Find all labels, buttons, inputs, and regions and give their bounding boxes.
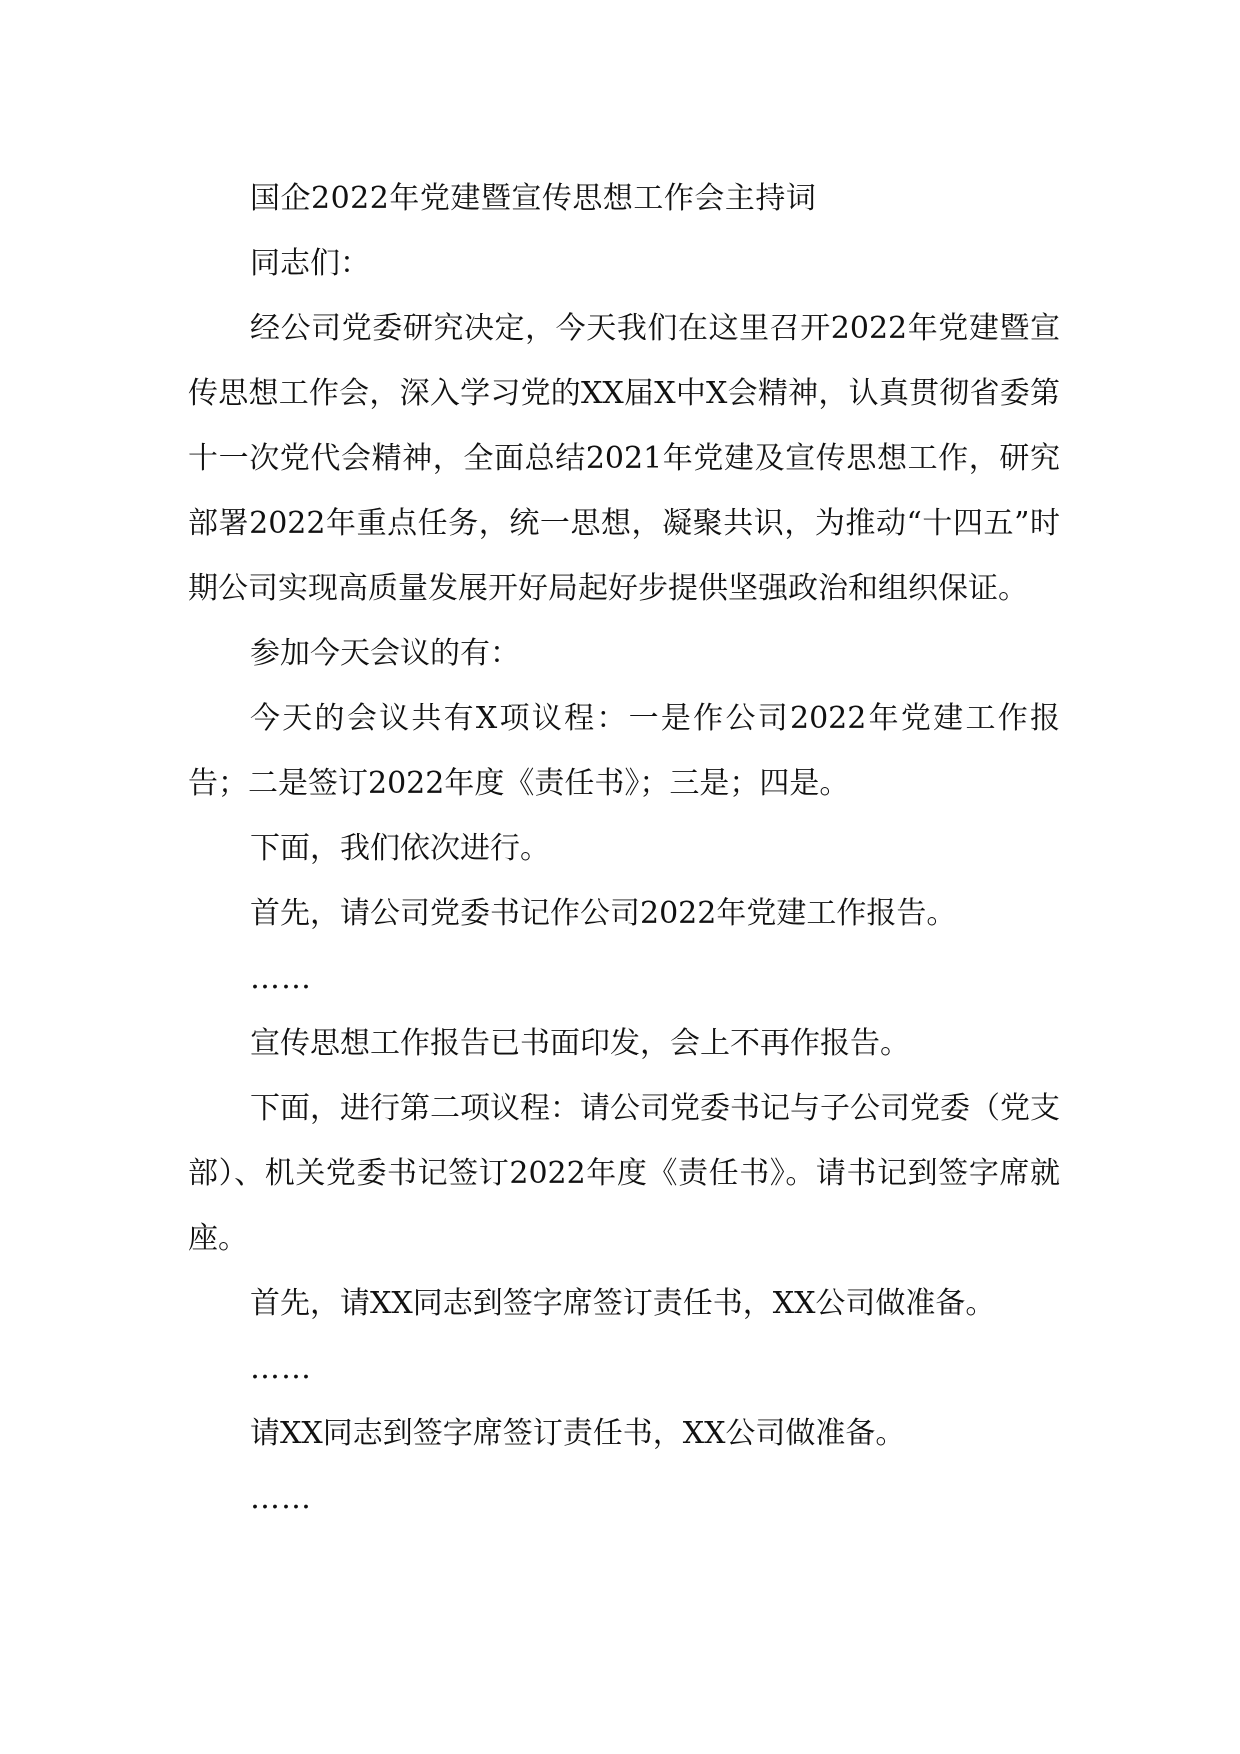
attendees-paragraph: 参加今天会议的有： (250, 636, 520, 671)
proceed-paragraph: 下面，我们依次进行。 (250, 831, 550, 866)
ellipsis-paragraph: …… (250, 1351, 312, 1386)
greeting-paragraph: 同志们： (250, 246, 370, 281)
document-title: 国企2022年党建暨宣传思想工作会主持词 (250, 181, 817, 216)
second-item-paragraph: 下面，进行第二项议程：请公司党委书记与子公司党委（党支部）、机关党委书记签订2022年度《责任书》。请书记到签字席就座。 (188, 1091, 1060, 1256)
agenda-paragraph: 今天的会议共有X项议程：一是作公司2022年党建工作报告；二是签订2022年度《责任书》；三是；四是。 (188, 701, 1060, 801)
opening-paragraph: 经公司党委研究决定，今天我们在这里召开2022年党建暨宣传思想工作会，深入学习党的XX届X中X会精神，认真贯彻省委第十一次党代会精神，全面总结2021年党建及宣传思想工作，研究部署2022年重点任务，统一思想，凝聚共识，为推动“十四五”时期公司实现高质量发展开好局起好步提供坚强政治和组织保证。 (188, 311, 1060, 606)
ellipsis-paragraph: …… (250, 961, 312, 996)
first-item-paragraph: 首先，请公司党委书记作公司2022年党建工作报告。 (250, 896, 957, 931)
signing-paragraph: 请XX同志到签字席签订责任书，XX公司做准备。 (250, 1416, 906, 1451)
ellipsis-paragraph: …… (250, 1481, 312, 1516)
report-note-paragraph: 宣传思想工作报告已书面印发，会上不再作报告。 (250, 1026, 910, 1061)
signing-paragraph: 首先，请XX同志到签字席签订责任书，XX公司做准备。 (250, 1286, 996, 1321)
document-page (188, 166, 1060, 1531)
